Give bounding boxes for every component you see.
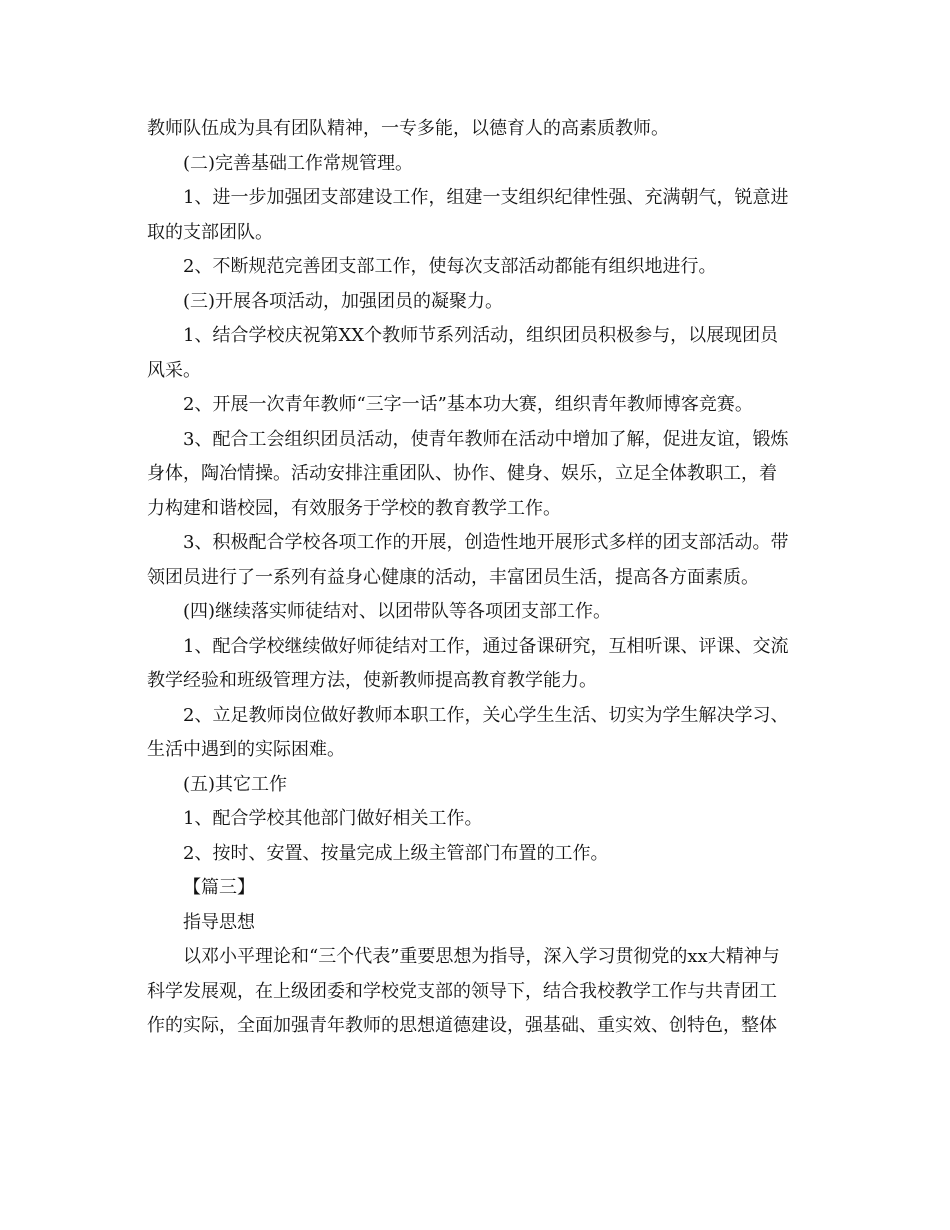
section-heading: (五)其它工作 <box>183 773 288 795</box>
text-line: 生活中遇到的实际困难。 <box>147 739 345 760</box>
text-line: 2、不断规范完善团支部工作，使每次支部活动都能有组织地进行。 <box>183 256 717 277</box>
text-line: 2、开展一次青年教师“三字一话”基本功大赛，组织青年教师博客竞赛。 <box>183 394 753 415</box>
text-line: 风采。 <box>147 359 201 381</box>
section-heading: (三)开展各项活动，加强团员的凝聚力。 <box>183 290 504 312</box>
text-line: 科学发展观，在上级团委和学校党支部的领导下，结合我校教学工作与共青团工 <box>147 980 777 1002</box>
document-body <box>147 112 807 1044</box>
section-heading: (四)继续落实师徒结对、以团带队等各项团支部工作。 <box>183 601 612 622</box>
text-line: 教学经验和班级管理方法，使新教师提高教育教学能力。 <box>147 670 597 691</box>
text-line: 以邓小平理论和“三个代表”重要思想为指导，深入学习贯彻党的xx大精神与 <box>183 946 780 967</box>
chapter-heading: 【篇三】 <box>183 877 255 898</box>
text-line: 3、积极配合学校各项工作的开展，创造性地开展形式多样的团支部活动。带 <box>183 532 789 553</box>
text-line: 3、配合工会组织团员活动，使青年教师在活动中增加了解，促进友谊，锻炼 <box>183 428 789 450</box>
text-line: 教师队伍成为具有团队精神，一专多能，以德育人的高素质教师。 <box>147 118 669 139</box>
text-line: 1、进一步加强团支部建设工作，组建一支组织纪律性强、充满朝气，锐意进 <box>183 187 789 208</box>
text-line: 身体，陶冶情操。活动安排注重团队、协作、健身、娱乐，立足全体教职工，着 <box>147 463 777 484</box>
section-heading: (二)完善基础工作常规管理。 <box>183 152 414 174</box>
text-line: 领团员进行了一系列有益身心健康的活动，丰富团员生活，提高各方面素质。 <box>147 566 759 588</box>
text-line: 作的实际，全面加强青年教师的思想道德建设，强基础、重实效、创特色，整体 <box>147 1015 777 1036</box>
text-line: 取的支部团队。 <box>147 221 273 243</box>
text-line: 1、配合学校继续做好师徒结对工作，通过备课研究，互相听课、评课、交流 <box>183 635 789 657</box>
text-line: 力构建和谐校园，有效服务于学校的教育教学工作。 <box>147 497 561 519</box>
text-line: 1、配合学校其他部门做好相关工作。 <box>183 808 483 829</box>
section-heading: 指导思想 <box>183 911 255 933</box>
text-line: 2、按时、安置、按量完成上级主管部门布置的工作。 <box>183 842 609 864</box>
text-line: 1、结合学校庆祝第XX个教师节系列活动，组织团员积极参与，以展现团员 <box>183 325 779 346</box>
text-line: 2、立足教师岗位做好教师本职工作，关心学生生活、切实为学生解决学习、 <box>183 704 789 726</box>
